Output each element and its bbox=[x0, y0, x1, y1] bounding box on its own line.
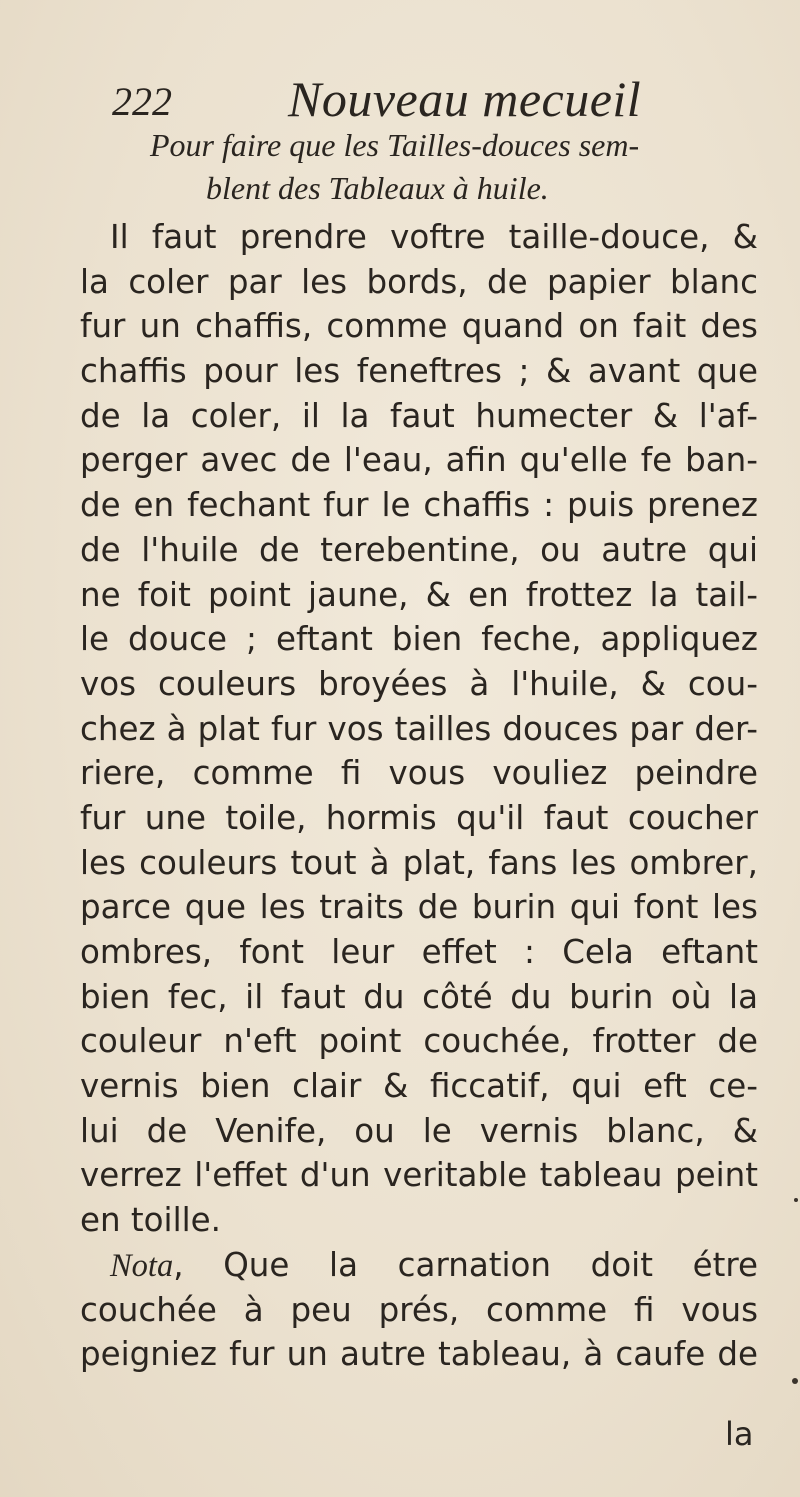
nota-line-rest: , Que la carnation doit étre bbox=[173, 1245, 758, 1284]
text-line: chaffis pour les feneftres ; & avant que bbox=[80, 352, 758, 391]
text-line: lui de Venife, ou le vernis blanc, & bbox=[80, 1111, 758, 1150]
body-text bbox=[80, 215, 758, 1377]
page-number: 222 bbox=[112, 79, 172, 124]
text-line: peigniez fur un autre tableau, à caufe de bbox=[80, 1335, 758, 1374]
text-line: en toille. bbox=[80, 1201, 221, 1240]
text-line: Il faut prendre voftre taille-douce, & bbox=[110, 218, 758, 256]
text-line: de la coler, il la faut humecter & l'af- bbox=[80, 396, 758, 435]
text-line: vernis bien clair & ficcatif, qui eft ce- bbox=[80, 1067, 758, 1106]
text-line: le douce ; eftant bien feche, appliquez bbox=[80, 620, 758, 659]
section-title-line-2: blent des Tableaux à huile. bbox=[206, 170, 549, 206]
paper-speck bbox=[794, 1198, 798, 1202]
text-line: perger avec de l'eau, afin qu'elle fe ban- bbox=[80, 441, 758, 480]
section-title-line-1: Pour faire que les Tailles-douces sem- bbox=[150, 127, 640, 163]
text-line: riere, comme fi vous vouliez peindre bbox=[80, 754, 758, 793]
text-line: bien fec, il faut du côté du burin où la bbox=[80, 977, 758, 1016]
text-line: de en fechant fur le chaffis : puis prenez bbox=[80, 486, 758, 525]
text-line: parce que les traits de burin qui font les bbox=[80, 888, 758, 927]
page-header bbox=[112, 70, 752, 130]
text-line: ombres, font leur effet : Cela eftant bbox=[80, 933, 758, 971]
text-line: couchée à peu prés, comme fi vous bbox=[80, 1290, 758, 1329]
nota-line bbox=[80, 1243, 758, 1288]
paper-speck bbox=[792, 1378, 798, 1384]
catchword: la bbox=[725, 1415, 754, 1453]
text-line: les couleurs tout à plat, fans les ombrer, bbox=[80, 843, 758, 882]
nota-label: Nota bbox=[110, 1247, 174, 1284]
text-line: la coler par les bords, de papier blanc bbox=[80, 262, 758, 301]
text-line: couleur n'eft point couchée, frotter de bbox=[80, 1022, 758, 1061]
running-head: Nouveau mecueil bbox=[288, 71, 642, 127]
text-line: vos couleurs broyées à l'huile, & cou- bbox=[80, 664, 758, 703]
text-line: fur un chaffis, comme quand on fait des bbox=[80, 307, 758, 346]
section-title bbox=[150, 124, 740, 210]
text-line: chez à plat fur vos tailles douces par der- bbox=[80, 709, 758, 748]
text-line: ne foit point jaune, & en frottez la tail- bbox=[80, 575, 758, 614]
text-line: fur une toile, hormis qu'il faut coucher bbox=[80, 798, 758, 837]
text-line: de l'huile de terebentine, ou autre qui bbox=[80, 530, 758, 569]
text-line: verrez l'effet d'un veritable tableau peint bbox=[80, 1156, 758, 1195]
